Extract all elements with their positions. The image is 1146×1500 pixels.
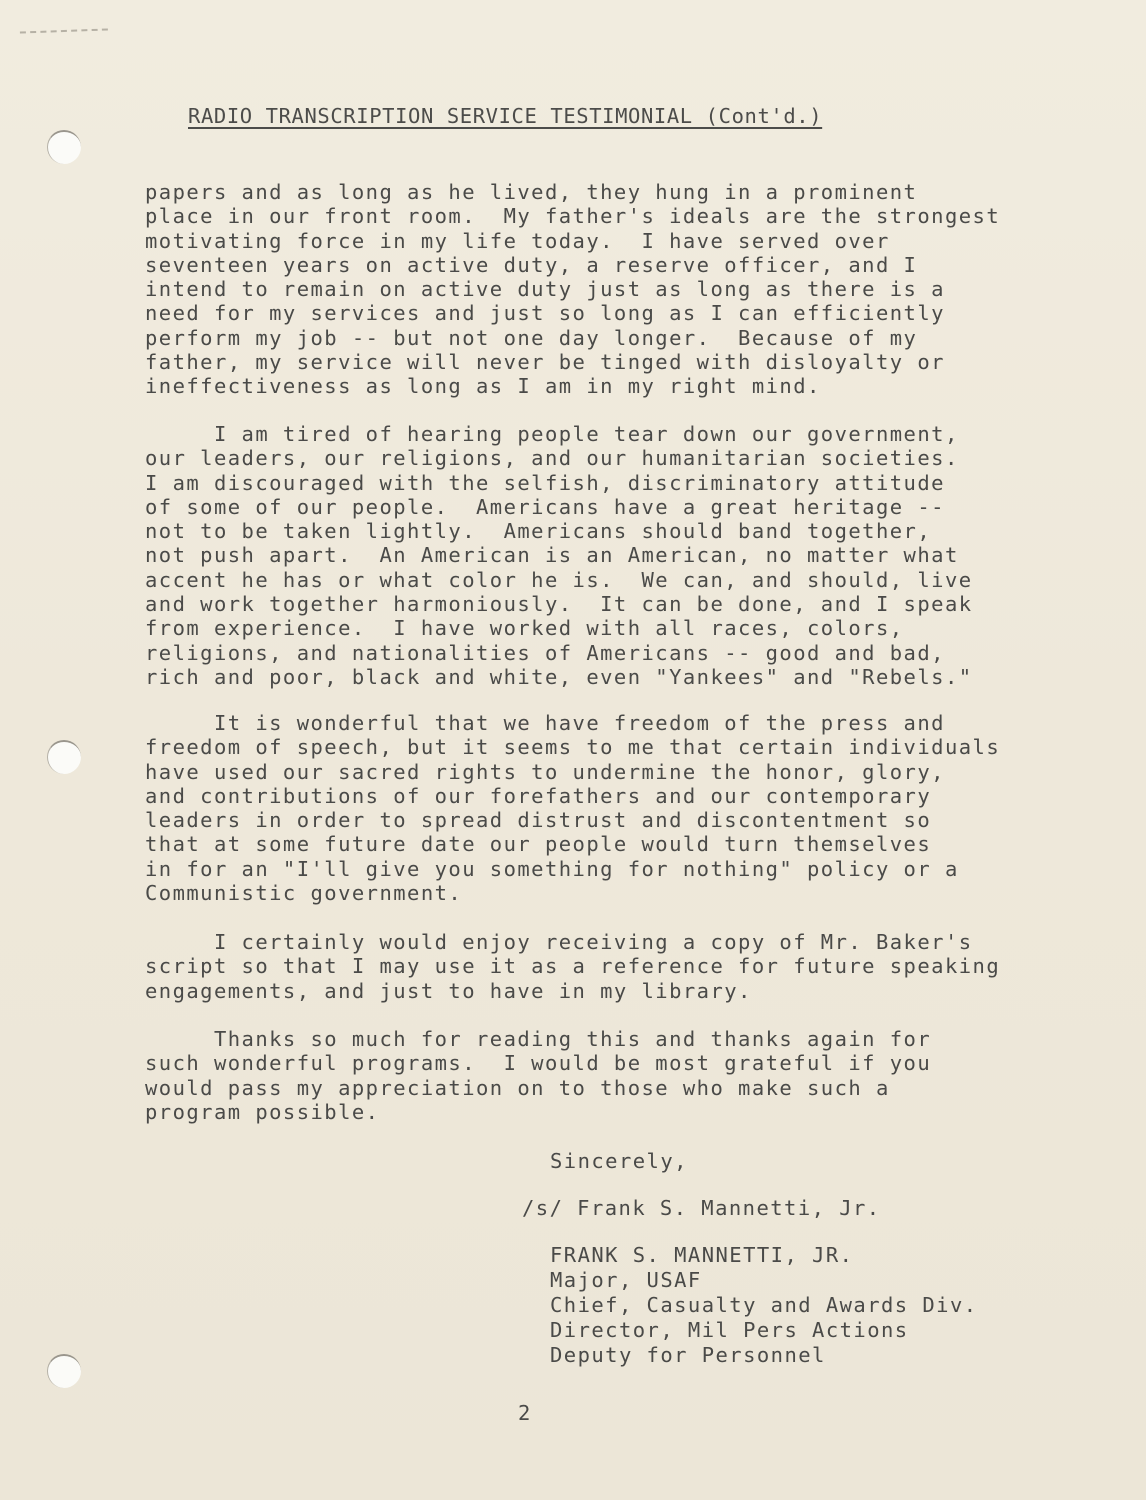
punch-hole-middle — [47, 740, 81, 774]
punch-hole-top — [47, 130, 81, 164]
closing-salutation: Sincerely, — [550, 1149, 688, 1173]
paragraph-2: I am tired of hearing people tear down our government, our leaders, our religions, and our humanitarian societies. I am discouraged with the selfish, discriminatory attitude of some of our people. Americans have a great heritage -- not to be taken lightly. Americans should band together, not push apart. An American is an American, no matter what accent he has or what color he is. We can, and should, live and work together harmoniously. It can be done, and I speak from experience. I have worked with all races, colors, religions, and nationalities of Americans -- good and bad, rich and poor, black and white, even "Yankees" and "Rebels." — [145, 422, 973, 689]
paragraph-5: Thanks so much for reading this and thanks again for such wonderful programs. I would be most grateful if you would pass my appreciation on to those who make such a program possible. — [145, 1027, 932, 1124]
paragraph-1: papers and as long as he lived, they hung in a prominent place in our front room. My father's ideals are the strongest motivating force in my life today. I have served over seventeen years on active duty, a reserve officer, and I intend to remain on active duty just as long as there is a need for my services and just so long as I can efficiently perform my job -- but not one day longer. Because of my father, my service will never be tinged with disloyalty or ineffectiveness as long as I am in my right mind. — [145, 180, 1001, 399]
page-header: RADIO TRANSCRIPTION SERVICE TESTIMONIAL (Cont'd.) — [188, 104, 823, 128]
paragraph-4: I certainly would enjoy receiving a copy of Mr. Baker's script so that I may use it as a reference for future speaking engagements, and just to have in my library. — [145, 930, 1001, 1003]
signature-block: FRANK S. MANNETTI, JR. Major, USAF Chief, Casualty and Awards Div. Director, Mil Pers Actions Deputy for Personnel — [550, 1243, 978, 1367]
page-number: 2 — [518, 1401, 531, 1425]
page-smudge — [20, 28, 108, 39]
signature-line: /s/ Frank S. Mannetti, Jr. — [522, 1196, 881, 1220]
punch-hole-bottom — [47, 1354, 81, 1388]
paragraph-3: It is wonderful that we have freedom of the press and freedom of speech, but it seems to me that certain individuals have used our sacred rights to undermine the honor, glory, and contributions of our forefathers and our contemporary leaders in order to spread distrust and discontentment so that at some future date our people would turn themselves in for an "I'll give you something for nothing" policy or a Communistic government. — [145, 711, 1001, 906]
